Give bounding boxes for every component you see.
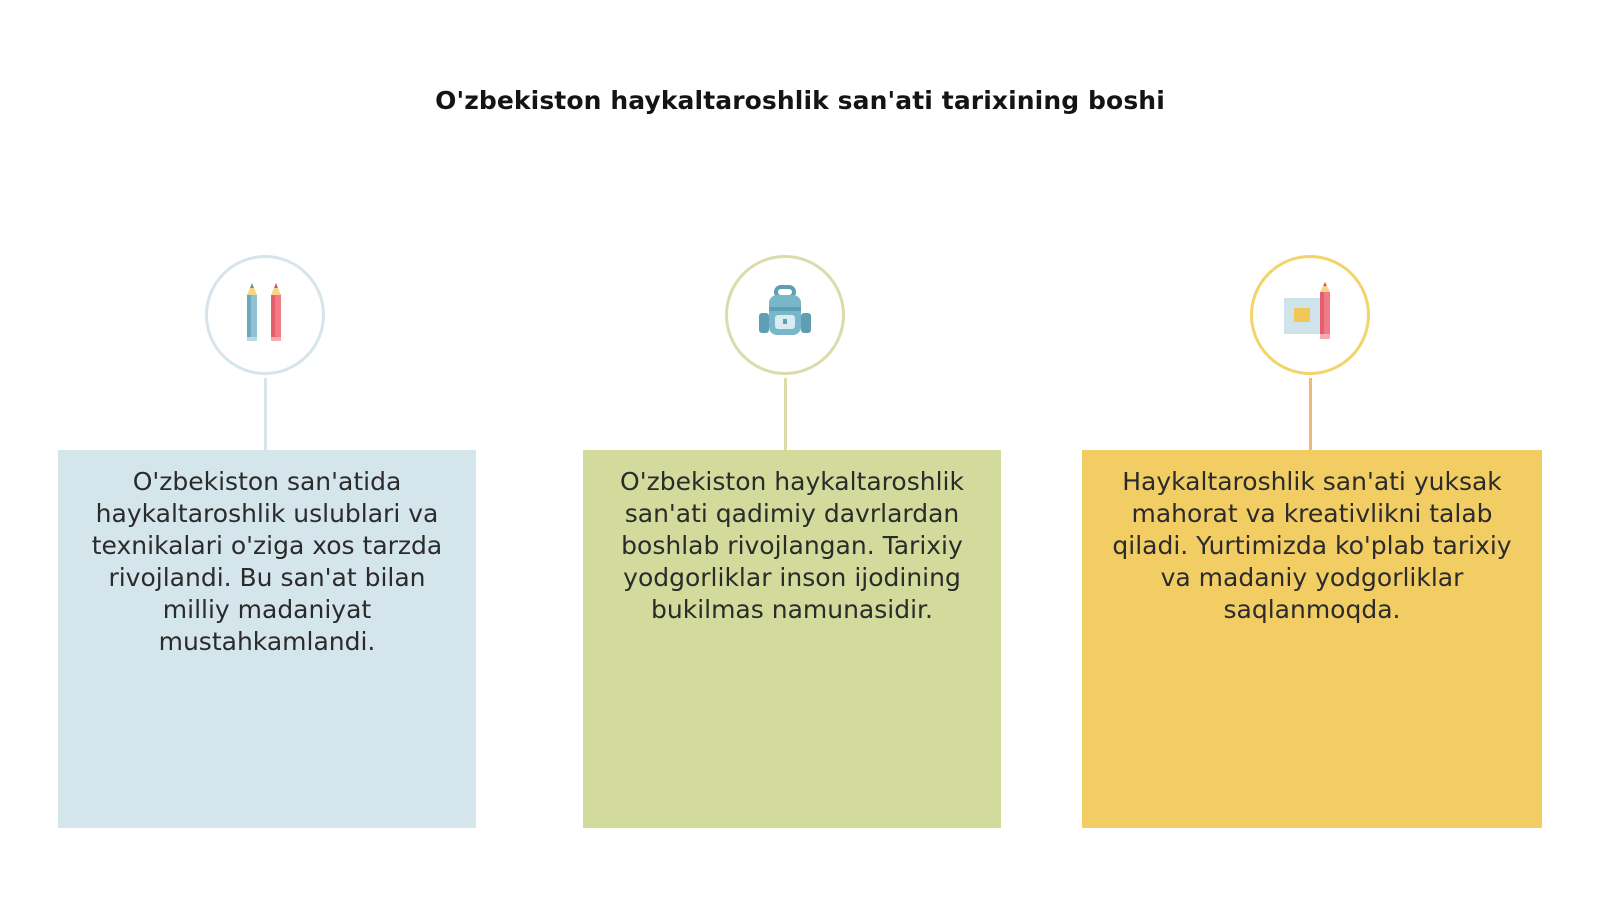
backpack-icon [755,283,815,347]
connector-line-1 [264,378,267,450]
info-card-text-2: O'zbekiston haykaltaroshlik san'ati qadimiy davrlardan boshlab rivojlangan. Tarixiy yodgorliklar inson ijodining bukilmas namunasidir. [620,467,964,624]
pencils-icon [239,281,291,349]
icon-circle-2 [725,255,845,375]
slide-title: O'zbekiston haykaltaroshlik san'ati tarixining boshi [435,86,1165,115]
canvas-pencil-icon [1280,282,1340,348]
icon-circle-3 [1250,255,1370,375]
info-card-text-3: Haykaltaroshlik san'ati yuksak mahorat va kreativlikni talab qiladi. Yurtimizda ko'plab tarixiy va madaniy yodgorliklar saqlanmoqda. [1112,467,1512,624]
connector-line-2 [784,378,787,450]
info-card-text-1: O'zbekiston san'atida haykaltaroshlik uslublari va texnikalari o'ziga xos tarzda rivojlandi. Bu san'at bilan milliy madaniyat mustahkamlandi. [91,467,443,656]
info-card-3 [1082,450,1542,828]
icon-circle-1 [205,255,325,375]
connector-line-3 [1309,378,1312,450]
info-card-1 [58,450,476,828]
info-card-2 [583,450,1001,828]
